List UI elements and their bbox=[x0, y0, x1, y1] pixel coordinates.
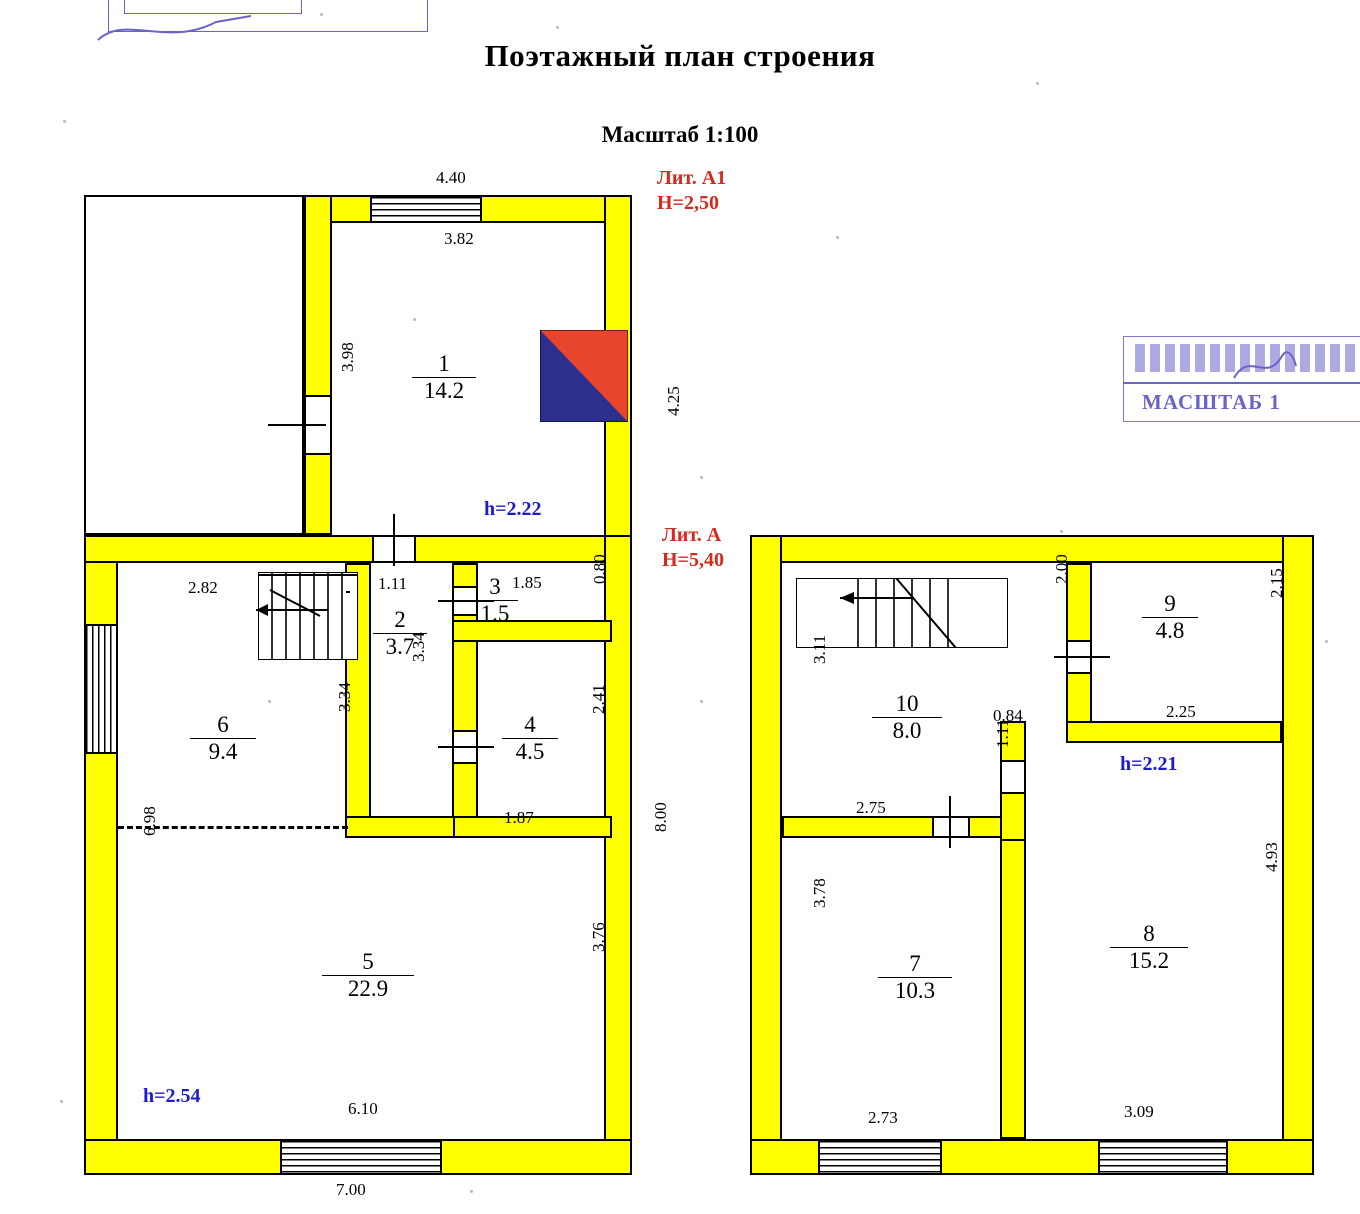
dim-room9-bottom: 2.25 bbox=[1166, 702, 1196, 721]
dim-room10-right: 2.00 bbox=[1052, 554, 1071, 584]
room-3-number: 3 bbox=[489, 574, 501, 599]
room-4-number: 4 bbox=[524, 712, 536, 737]
room-2-number: 2 bbox=[394, 607, 406, 632]
dim-room2-height: 3.34 bbox=[409, 632, 428, 662]
window-a-bottom bbox=[280, 1139, 442, 1175]
room-4-area: 4.5 bbox=[515, 739, 545, 765]
wall-b-top bbox=[750, 535, 1314, 563]
dim-room4-right: 2.41 bbox=[589, 684, 608, 714]
dim-bottom-outer: 7.00 bbox=[336, 1180, 366, 1199]
dim-room5-right: 3.76 bbox=[589, 922, 608, 952]
dim-room6-right: 3.34 bbox=[335, 682, 354, 712]
dim-room3-right: 0.80 bbox=[590, 554, 609, 584]
door-swing-room9 bbox=[1054, 656, 1110, 658]
scan-speck bbox=[268, 700, 271, 703]
scan-speck bbox=[1060, 530, 1063, 533]
scan-speck bbox=[60, 1100, 63, 1103]
dim-room8-bottom: 3.09 bbox=[1124, 1102, 1154, 1121]
dim-room1-left: 3.98 bbox=[338, 342, 357, 372]
room-6-number: 6 bbox=[217, 712, 229, 737]
dim-room10-bottom: 2.75 bbox=[856, 798, 886, 817]
dim-room3-width: 1.85 bbox=[512, 573, 542, 592]
room-label-7 bbox=[876, 952, 954, 1003]
literal-a1-height: H=2,50 bbox=[657, 192, 719, 214]
room-1-area: 14.2 bbox=[423, 378, 465, 404]
scan-speck bbox=[1036, 82, 1039, 85]
door-swing-corridor bbox=[393, 514, 395, 566]
room-8-number: 8 bbox=[1143, 921, 1155, 946]
room-label-8 bbox=[1108, 922, 1190, 973]
page-title: Поэтажный план строения bbox=[484, 38, 876, 73]
wall-a-top bbox=[84, 535, 632, 563]
room-9-area: 4.8 bbox=[1155, 618, 1185, 644]
room-label-9 bbox=[1140, 592, 1200, 643]
wall-b-left bbox=[750, 535, 782, 1175]
wall-room9-bottom bbox=[1066, 721, 1282, 743]
room-5-area: 22.9 bbox=[347, 976, 389, 1002]
dim-corridor-width: 1.11 bbox=[378, 574, 408, 593]
room-10-area: 8.0 bbox=[892, 718, 922, 744]
room-3-area: 1.5 bbox=[480, 601, 510, 627]
dim-room1-top: 3.82 bbox=[444, 229, 474, 248]
literal-a bbox=[662, 523, 724, 573]
stair-direction-arrow-left bbox=[210, 578, 350, 628]
window-b-bottom-right bbox=[1098, 1139, 1228, 1175]
room-10-number: 10 bbox=[895, 691, 919, 716]
dim-room7-bottom: 2.73 bbox=[868, 1108, 898, 1127]
scan-speck bbox=[700, 476, 703, 479]
window-b-bottom-left bbox=[818, 1139, 942, 1175]
dim-gap-084: 0.84 bbox=[993, 706, 1023, 725]
room-label-1 bbox=[410, 352, 478, 403]
stamp-signature bbox=[1230, 344, 1300, 390]
scan-speck bbox=[556, 26, 559, 29]
dim-room7-left: 3.78 bbox=[810, 878, 829, 908]
room-7-area: 10.3 bbox=[894, 978, 936, 1004]
door-swing-room7 bbox=[949, 796, 951, 848]
dim-room4-bottom: 1.87 bbox=[504, 808, 534, 827]
scale-label: Масштаб 1:100 bbox=[601, 122, 759, 147]
height-label-right: h=2.21 bbox=[1120, 753, 1178, 775]
window-a-left bbox=[84, 624, 118, 754]
room-8-area: 15.2 bbox=[1128, 948, 1170, 974]
dim-bottom-inner: 6.10 bbox=[348, 1099, 378, 1118]
room-5-number: 5 bbox=[362, 949, 374, 974]
color-marker bbox=[540, 330, 628, 422]
room-1-number: 1 bbox=[438, 351, 450, 376]
wall-room1-left bbox=[304, 195, 332, 535]
height-label-room5: h=2.54 bbox=[143, 1085, 201, 1107]
dim-stair-width: 2.82 bbox=[188, 578, 218, 597]
dim-top-outer: 4.40 bbox=[436, 168, 466, 187]
height-label-room1: h=2.22 bbox=[484, 498, 542, 520]
door-room7 bbox=[932, 816, 970, 838]
room-7-number: 7 bbox=[909, 951, 921, 976]
literal-a1 bbox=[657, 166, 726, 216]
room-label-4 bbox=[500, 713, 560, 764]
scan-speck bbox=[413, 318, 416, 321]
room-label-10 bbox=[870, 692, 944, 743]
room-label-5 bbox=[320, 950, 416, 1001]
wall-room2-bottom bbox=[345, 816, 455, 838]
wall-room10-bottom bbox=[782, 816, 1026, 838]
scan-speck bbox=[63, 120, 66, 123]
room-6-area: 9.4 bbox=[208, 739, 238, 765]
window-a1-top bbox=[370, 195, 482, 223]
door-swing-room1 bbox=[268, 424, 326, 426]
scan-speck bbox=[1325, 640, 1328, 643]
dim-stair-left: 3.11 bbox=[810, 634, 829, 664]
dim-right-total: 8.00 bbox=[651, 802, 670, 832]
dim-room9-right: 2.15 bbox=[1267, 568, 1286, 598]
dim-gap-111: 1.11 bbox=[993, 718, 1012, 748]
dim-room8-right: 4.93 bbox=[1262, 842, 1281, 872]
door-room8 bbox=[1000, 760, 1026, 794]
stamp-scribble bbox=[96, 10, 256, 46]
literal-a-name: Лит. А bbox=[662, 524, 722, 546]
dim-right-upper: 4.25 bbox=[664, 386, 683, 416]
room-2-area: 3.7 bbox=[385, 634, 415, 660]
door-swing-room4 bbox=[438, 746, 494, 748]
scan-speck bbox=[700, 700, 703, 703]
literal-a1-name: Лит. А1 bbox=[657, 167, 727, 189]
scan-speck bbox=[836, 236, 839, 239]
right-stamp-label: МАСШТАБ 1 bbox=[1142, 390, 1281, 414]
wall-b-right bbox=[1282, 535, 1314, 1175]
literal-a-height: H=5,40 bbox=[662, 549, 724, 571]
a1-upper-left-void bbox=[84, 195, 304, 535]
room-9-number: 9 bbox=[1164, 591, 1176, 616]
dim-left-lower: 6.98 bbox=[140, 806, 159, 836]
room-label-6 bbox=[188, 713, 258, 764]
scan-speck bbox=[470, 1190, 473, 1193]
